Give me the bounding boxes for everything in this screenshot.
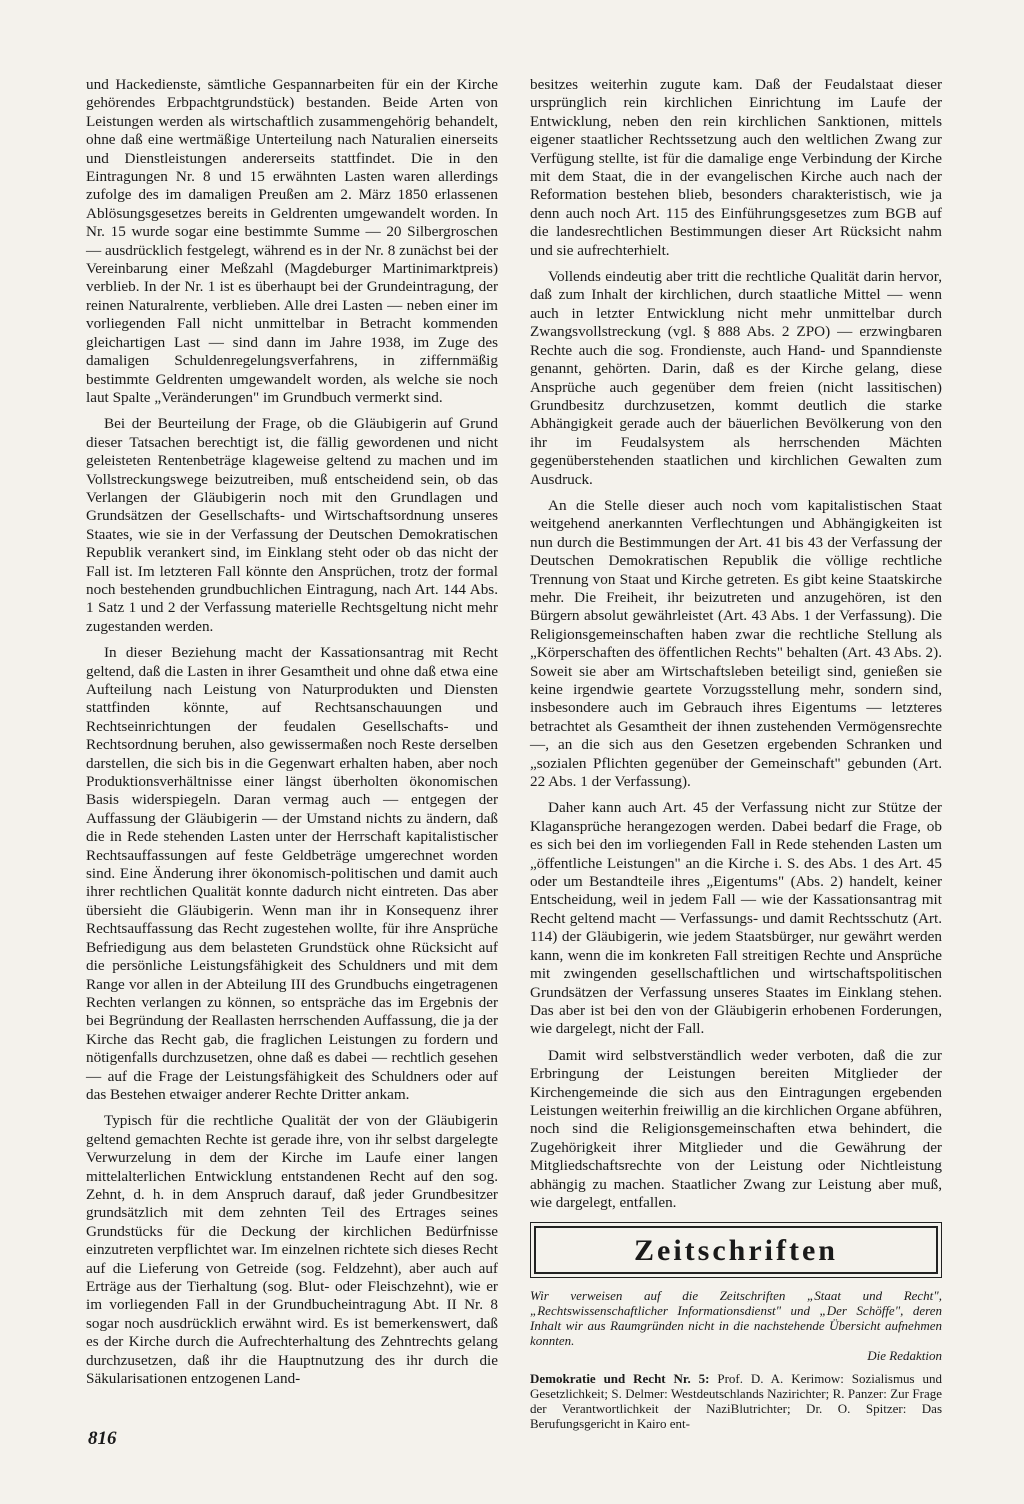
paragraph: Typisch für die rechtliche Qualität der von der Gläubigerin geltend gemachten Rechte ist gerade ihre, von ihr selbst dargelegte Verwurzelung in dem der Kirche im Laufe einer langen mittelalterlichen Entwicklung entstandenen Recht auf den sog. Zehnt, d. h. in dem Anspruch darauf, daß jeder Grundbesitzer grundsätzlich mit dem zehnten Teil des Ertrages seines Grundstücks für die Deckung der kirchlichen Bedürfnisse einzutreten verpflichtet war. Im einzelnen richtete sich dieses Recht auf die Lieferung von Getreide (sog. Feldzehnt), aber auch auf Erträge aus der Tierhaltung (sog. Blut- oder Fleischzehnt), wie er im vorliegenden Fall in der Grundbucheintragung Abt. II Nr. 8 sogar noch ausdrücklich erwähnt wird. Es ist bemerkenswert, daß es der Kirche durch die Aufrechterhaltung des Zehntrechts gelang durchzusetzen, daß ihr die Hauptnutzung des ihr durch die Säkularisationen entzogenen Land- — [86, 1112, 498, 1388]
journal-review — [530, 1371, 942, 1431]
page-number: 816 — [88, 1428, 117, 1449]
paragraph: Vollends eindeutig aber tritt die rechtliche Qualität darin hervor, daß zum Inhalt der kirchlichen, durch staatliche Mittel — wenn auch in letzter Entwicklung nicht mehr unmittelbar durch Zwangsvollstreckung (vgl. § 888 Abs. 2 ZPO) — erzwingbaren Rechte auch die sog. Frondienste, auch Hand- und Spanndienste genannt, gehörten. Darin, daß es der Kirche gelang, diese Ansprüche auch gegenüber dem freien (nicht lassitischen) Grundbesitz durchzusetzen, kommt deutlich die starke Abhängigkeit gerade auch der bäuerlichen Bevölkerung von den ihr im Feudalsystem als herrschenden Mächten gegenüberstehenden staatlichen und kirchlichen Gewalten zum Ausdruck. — [530, 268, 942, 488]
paragraph: An die Stelle dieser auch noch vom kapitalistischen Staat weitgehend anerkannten Verflechtungen und Abhängigkeiten ist nun durch die Bestimmungen der Art. 41 bis 43 der Verfassung der Deutschen Demokratischen Republik die völlige rechtliche Trennung von Staat und Kirche getreten. Es gibt keine Staatskirche mehr. Die Freiheit, ihr beizutreten und anzugehören, ist den Bürgern absolut gewährleistet (Art. 43 Abs. 1 der Verfassung). Die Religionsgemeinschaften haben zwar die rechtliche Stellung als „Körperschaften des öffentlichen Rechts" behalten (Art. 43 Abs. 2). Soweit sie aber am Wirtschaftsleben beteiligt sind, genießen sie keine irgendwie geartete Vorzugsstellung mehr, sondern sind, insbesondere auch im Gebrauch ihres Eigentums — letzteres betrachtet als Gesamtheit der ihnen zustehenden Vermögensrechte —, an die sich aus den Gesetzen ergebenden Schranken und „sozialen Pflichten gegenüber der Gemeinschaft" gebunden (Art. 22 Abs. 1 der Verfassung). — [530, 496, 942, 791]
editorial-notice — [530, 1288, 942, 1363]
right-column — [530, 76, 942, 1431]
journal-contents: Prof. D. A. Kerimow: Sozialismus und Gesetzlichkeit; S. Delmer: Westdeutschlands Nazirichter; R. Panzer: Zur Frage der Verantwortlichkeit der NaziBlutrichter; Dr. O. Spitzer: Das Berufungsgericht in Kairo ent- — [530, 1371, 943, 1432]
paragraph: Daher kann auch Art. 45 der Verfassung nicht zur Stütze der Klagansprüche herangezogen werden. Dabei bedarf die Frage, ob es sich bei den im vorliegenden Fall in Rede stehenden Lasten um „öffentliche Leistungen" an die Kirche i. S. des Abs. 1 des Art. 45 oder um Bestandteile ihres „Eigentums" (Abs. 2) handelt, keiner Entscheidung, weil in jedem Fall — wie der Kassationsantrag mit Recht geltend macht — Verfassungs- und damit Rechtsschutz (Art. 114) der Gläubigerin, wie jedem Staatsbürger, nur gewährt werden kann, wenn die im konkreten Fall streitigen Rechte und Ansprüche mit zwingenden gesellschaftlichen und wirtschaftspolitischen Grundsätzen der Verfassung unseres Staates im Einklang stehen. Das aber ist bei den von der Gläubigerin erhobenen Forderungen, wie dargelegt, nicht der Fall. — [530, 799, 942, 1038]
notice-signature: Die Redaktion — [867, 1348, 942, 1364]
section-title: Zeitschriften — [634, 1234, 838, 1268]
paragraph: Damit wird selbstverständlich weder verboten, daß die zur Erbringung der Leistungen bereiten Mitglieder der Kirchengemeinde die sich aus den Eintragungen ergebenden Leistungen weiterhin freiwillig an die kirchlichen Organe abführen, noch sind die Religionsgemeinschaften etwa behindert, die Zugehörigkeit ihrer Mitglieder und die Gewährung der Mitgliedschaftsrechte von der Leistung oder Nichtleistung abhängig zu machen. Staatlicher Zwang zur Leistung aber muß, wie dargelegt, entfallen. — [530, 1046, 942, 1211]
left-column — [86, 76, 498, 1388]
paragraph: und Hackedienste, sämtliche Gespannarbeiten für ein der Kirche gehörendes Erbpachtgrundstück) bestanden. Beide Arten von Leistungen werden als wirtschaftlich zusammengehörig behandelt, ohne daß eine wertmäßige Unterteilung nach Naturalien einerseits und Dienstleistungen andererseits stattfindet. Die in den Eintragungen Nr. 8 und 15 erwähnten Lasten waren allerdings zufolge des im damaligen Preußen am 2. März 1850 erlassenen Ablösungsgesetzes bereits in Geldrenten umgewandelt worden. In Nr. 15 wurde sogar eine bestimmte Summe — 20 Silbergroschen — ausdrücklich festgelegt, während es in der Nr. 8 zunächst bei der Vereinbarung einer Meßzahl (Magdeburger Martinimarktpreis) verblieb. In der Nr. 1 ist es überhaupt bei der Grundeintragung, der reinen Naturalrente, verblieben. Alle drei Lasten — neben einer im vorliegenden Fall nicht unmittelbar in Betracht kommenden gleichartigen Last — sind dann im Jahre 1938, im Zuge des damaligen Schuldenregelungsverfahrens, in ziffernmäßig bestimmte Geldrenten umgewandelt worden, als welche sie noch laut Spalte „Veränderungen" im Grundbuch vermerkt sind. — [86, 76, 498, 406]
paragraph: In dieser Beziehung macht der Kassationsantrag mit Recht geltend, daß die Lasten in ihrer Gesamtheit und ohne daß etwa eine Aufteilung nach Leistung von Naturprodukten und Diensten stattfinden könnte, auf Rechtsanschauungen und Rechtseinrichtungen der feudalen Gesellschafts- und Rechtsordnung beruhen, also gewissermaßen noch Reste derselben darstellen, die sich bis in die Gegenwart erhalten haben, aber noch Produktionsverhältnisse einer längst überholten ökonomischen Basis widerspiegeln. Daran vermag auch — entgegen der Auffassung der Gläubigerin — der Umstand nichts zu ändern, daß die in Rede stehenden Lasten unter der Herrschaft kapitalistischer Rechtsauffassungen auf feste Geldbeträge umgerechnet worden sind. Eine Änderung ihrer ökonomisch-politischen und damit auch ihrer rechtlichen Qualität konnte dadurch nicht eintreten. Das aber übersieht die Gläubigerin. Wenn man ihr in Konsequenz ihrer Rechtsauffassung das Recht zugestehen wollte, für ihre Ansprüche Befriedigung aus dem belasteten Grundstück ohne Rücksicht auf die persönliche Leistungsfähigkeit des Schuldners und mit dem Range vor allen in der Abteilung III des Grundbuchs eingetragenen Rechten verlangen zu können, so entspräche das im Ergebnis der bei Begründung der Reallasten herrschenden Auffassung, die ja der Kirche das Recht gab, die fraglichen Leistungen zu fordern und nötigenfalls durchzusetzen, ohne daß es dabei — rechtlich gesehen — auf die Frage der Leistungsfähigkeit des Schuldners oder auf das Bestehen etwaiger anderer Rechte Dritter ankam. — [86, 644, 498, 1103]
section-heading-box — [534, 1226, 938, 1274]
paragraph: besitzes weiterhin zugute kam. Daß der Feudalstaat dieser ursprünglich rein kirchlichen Einrichtung im Laufe der Entwicklung, neben den rein kirchlichen Sanktionen, mittels eigener staatlicher Rechtssetzung auch den weltlichen Zwang zur Verfügung stellte, ist für die damalige enge Verbindung der Kirche mit dem Staat, die in der evangelischen Kirche auch nach der Reformation bestehen blieb, besonders charakteristisch, wie ja denn auch noch Art. 115 des Einführungsgesetzes zum BGB auf die landesrechtlichen Bestimmungen dieser Art Rücksicht nahm und sie aufrechterhielt. — [530, 76, 942, 259]
journal-name: Demokratie und Recht Nr. 5: — [530, 1371, 710, 1387]
notice-text: Wir verweisen auf die Zeitschriften „Staat und Recht", „Rechtswissenschaftlicher Informationsdienst" und „Der Schöffe", deren Inhalt wir aus Raumgründen nicht in die nachstehende Übersicht aufnehmen konnten. — [530, 1288, 942, 1349]
paragraph: Bei der Beurteilung der Frage, ob die Gläubigerin auf Grund dieser Tatsachen berechtigt ist, die fällig gewordenen und nicht geleisteten Rentenbeträge klageweise geltend zu machen und im Vollstreckungswege beizutreiben, muß entscheidend sein, ob das Verlangen der Gläubigerin noch mit den Grundlagen und Grundsätzen der Gesellschafts- und Wirtschaftsordnung unseres Staates, wie sie in der Verfassung der Deutschen Demokratischen Republik verankert sind, im Einklang steht oder ob das nicht der Fall ist. Im letzteren Fall könnte den Ansprüchen, trotz der formal noch bestehenden grundbuchlichen Eintragung, nach Art. 144 Abs. 1 Satz 1 und 2 der Verfassung materielle Rechtsgeltung nicht mehr zugestanden werden. — [86, 415, 498, 635]
